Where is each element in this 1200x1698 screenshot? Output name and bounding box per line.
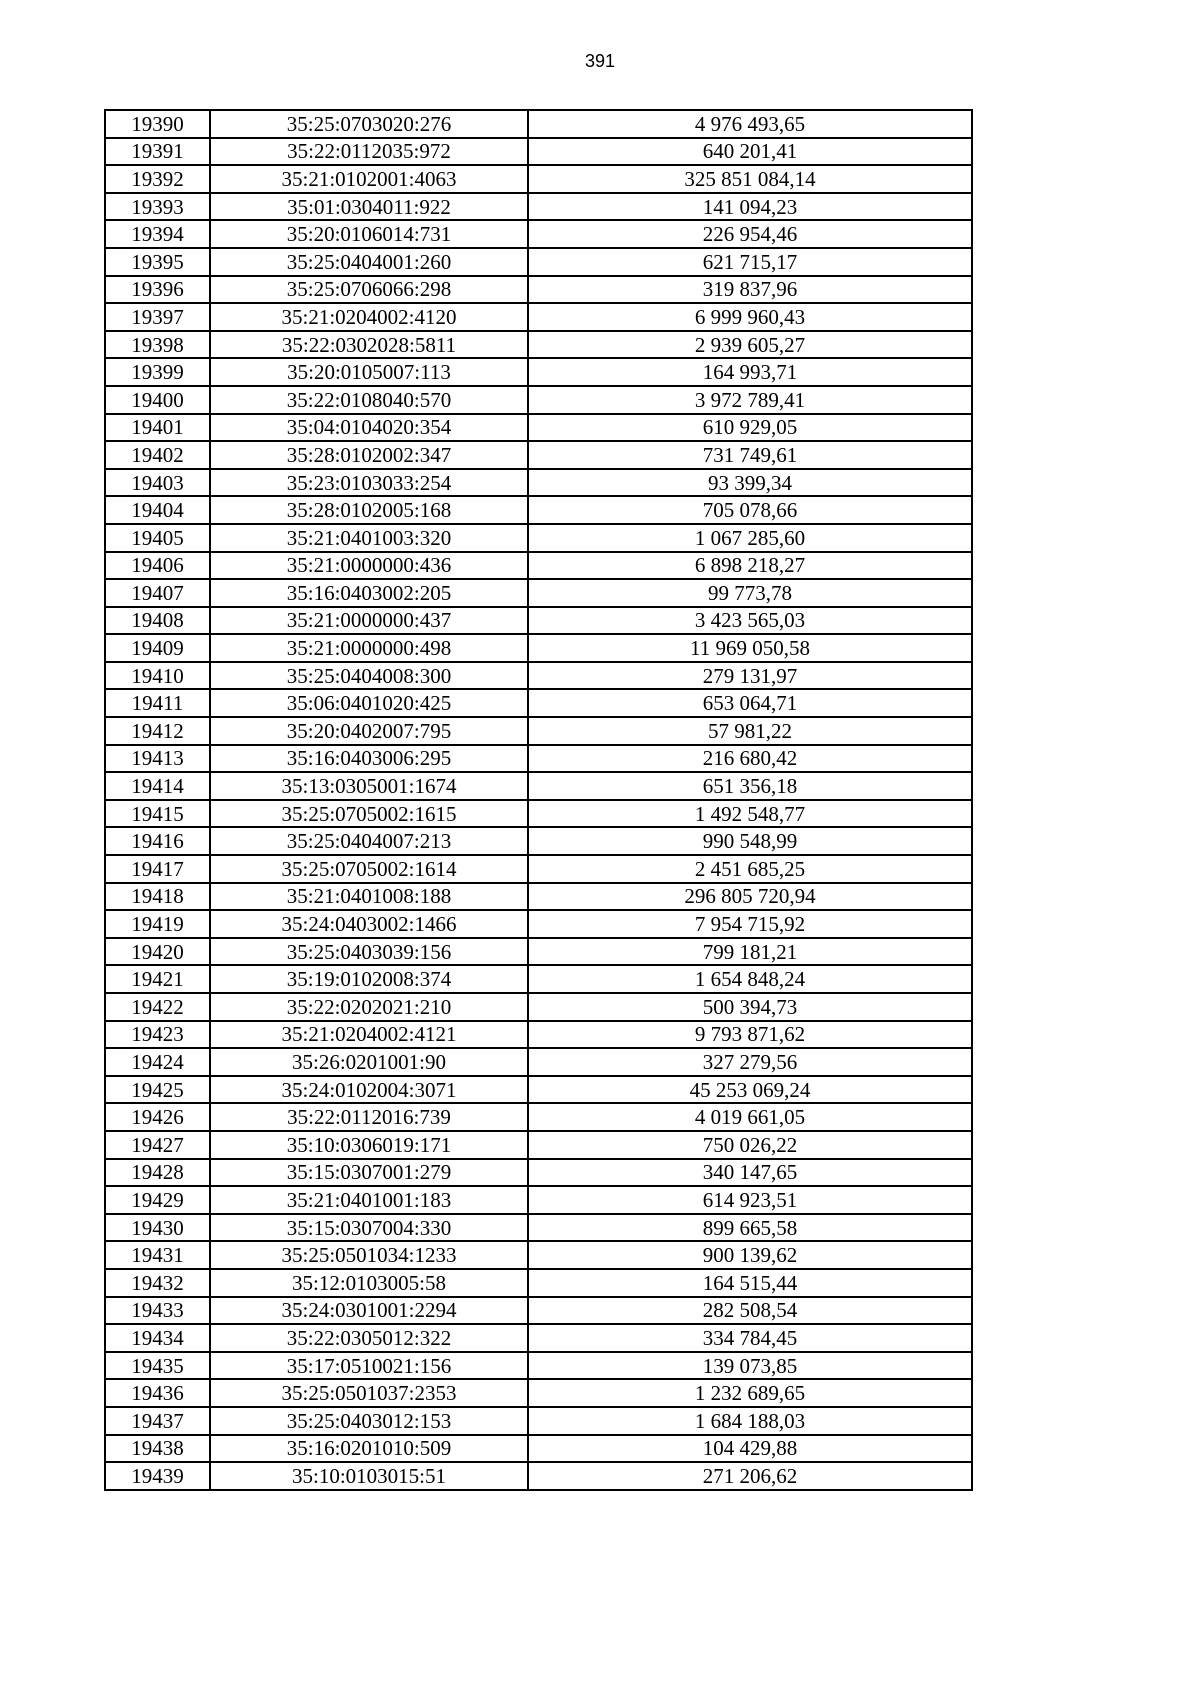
table-row	[105, 193, 972, 221]
table-row	[105, 855, 972, 883]
row-number-cell: 19437	[105, 1407, 210, 1435]
value-cell: 731 749,61	[528, 441, 972, 469]
value-cell: 1 654 848,24	[528, 965, 972, 993]
value-cell: 325 851 084,14	[528, 165, 972, 193]
row-number-cell: 19393	[105, 193, 210, 221]
cadastral-number-cell: 35:10:0306019:171	[210, 1131, 528, 1159]
table-row	[105, 883, 972, 911]
row-number-cell: 19404	[105, 496, 210, 524]
cadastral-number-cell: 35:25:0501037:2353	[210, 1379, 528, 1407]
value-cell: 141 094,23	[528, 193, 972, 221]
table-row	[105, 634, 972, 662]
row-number-cell: 19421	[105, 965, 210, 993]
table-row	[105, 165, 972, 193]
cadastral-number-cell: 35:20:0106014:731	[210, 220, 528, 248]
row-number-cell: 19406	[105, 552, 210, 580]
cadastral-number-cell: 35:22:0305012:322	[210, 1324, 528, 1352]
cadastral-number-cell: 35:12:0103005:58	[210, 1269, 528, 1297]
cadastral-number-cell: 35:25:0705002:1614	[210, 855, 528, 883]
value-cell: 500 394,73	[528, 993, 972, 1021]
table-row	[105, 414, 972, 442]
row-number-cell: 19410	[105, 662, 210, 690]
row-number-cell: 19431	[105, 1241, 210, 1269]
value-cell: 9 793 871,62	[528, 1021, 972, 1049]
table-row	[105, 772, 972, 800]
table-row	[105, 827, 972, 855]
row-number-cell: 19433	[105, 1297, 210, 1325]
table-row	[105, 1076, 972, 1104]
row-number-cell: 19426	[105, 1103, 210, 1131]
row-number-cell: 19401	[105, 414, 210, 442]
table-row	[105, 1462, 972, 1490]
value-cell: 279 131,97	[528, 662, 972, 690]
row-number-cell: 19395	[105, 248, 210, 276]
cadastral-number-cell: 35:21:0401001:183	[210, 1186, 528, 1214]
row-number-cell: 19432	[105, 1269, 210, 1297]
table-row	[105, 441, 972, 469]
cadastral-number-cell: 35:21:0102001:4063	[210, 165, 528, 193]
value-cell: 4 976 493,65	[528, 110, 972, 138]
row-number-cell: 19397	[105, 303, 210, 331]
cadastral-number-cell: 35:20:0105007:113	[210, 358, 528, 386]
cadastral-number-cell: 35:28:0102002:347	[210, 441, 528, 469]
value-cell: 1 067 285,60	[528, 524, 972, 552]
value-cell: 271 206,62	[528, 1462, 972, 1490]
cadastral-number-cell: 35:16:0403006:295	[210, 745, 528, 773]
table-row	[105, 1324, 972, 1352]
table-row	[105, 1269, 972, 1297]
value-cell: 3 423 565,03	[528, 607, 972, 635]
table-row	[105, 1297, 972, 1325]
cadastral-number-cell: 35:25:0403039:156	[210, 938, 528, 966]
value-cell: 319 837,96	[528, 276, 972, 304]
value-cell: 1 232 689,65	[528, 1379, 972, 1407]
cadastral-number-cell: 35:28:0102005:168	[210, 496, 528, 524]
row-number-cell: 19427	[105, 1131, 210, 1159]
cadastral-number-cell: 35:10:0103015:51	[210, 1462, 528, 1490]
value-cell: 621 715,17	[528, 248, 972, 276]
value-cell: 99 773,78	[528, 579, 972, 607]
value-cell: 750 026,22	[528, 1131, 972, 1159]
row-number-cell: 19419	[105, 910, 210, 938]
row-number-cell: 19436	[105, 1379, 210, 1407]
value-cell: 6 999 960,43	[528, 303, 972, 331]
cadastral-number-cell: 35:22:0112035:972	[210, 138, 528, 166]
table-row	[105, 800, 972, 828]
row-number-cell: 19403	[105, 469, 210, 497]
cadastral-number-cell: 35:20:0402007:795	[210, 717, 528, 745]
table-row	[105, 1214, 972, 1242]
cadastral-number-cell: 35:26:0201001:90	[210, 1048, 528, 1076]
cadastral-number-cell: 35:21:0401008:188	[210, 883, 528, 911]
table-row	[105, 662, 972, 690]
table-row	[105, 965, 972, 993]
table-row	[105, 993, 972, 1021]
value-cell: 296 805 720,94	[528, 883, 972, 911]
value-cell: 640 201,41	[528, 138, 972, 166]
table-row	[105, 1186, 972, 1214]
row-number-cell: 19412	[105, 717, 210, 745]
row-number-cell: 19402	[105, 441, 210, 469]
value-cell: 164 993,71	[528, 358, 972, 386]
value-cell: 651 356,18	[528, 772, 972, 800]
cadastral-number-cell: 35:22:0302028:5811	[210, 331, 528, 359]
table-row	[105, 331, 972, 359]
table-row	[105, 220, 972, 248]
cadastral-number-cell: 35:22:0112016:739	[210, 1103, 528, 1131]
cadastral-value-table	[104, 109, 973, 1491]
cadastral-number-cell: 35:21:0401003:320	[210, 524, 528, 552]
value-cell: 340 147,65	[528, 1159, 972, 1187]
value-cell: 93 399,34	[528, 469, 972, 497]
row-number-cell: 19399	[105, 358, 210, 386]
cadastral-number-cell: 35:17:0510021:156	[210, 1352, 528, 1380]
row-number-cell: 19430	[105, 1214, 210, 1242]
row-number-cell: 19414	[105, 772, 210, 800]
cadastral-number-cell: 35:01:0304011:922	[210, 193, 528, 221]
cadastral-number-cell: 35:19:0102008:374	[210, 965, 528, 993]
row-number-cell: 19429	[105, 1186, 210, 1214]
value-cell: 11 969 050,58	[528, 634, 972, 662]
value-cell: 705 078,66	[528, 496, 972, 524]
cadastral-number-cell: 35:21:0000000:436	[210, 552, 528, 580]
row-number-cell: 19434	[105, 1324, 210, 1352]
table-row	[105, 1435, 972, 1463]
table-row	[105, 1048, 972, 1076]
cadastral-number-cell: 35:24:0102004:3071	[210, 1076, 528, 1104]
cadastral-number-cell: 35:15:0307004:330	[210, 1214, 528, 1242]
value-cell: 226 954,46	[528, 220, 972, 248]
row-number-cell: 19416	[105, 827, 210, 855]
value-cell: 164 515,44	[528, 1269, 972, 1297]
cadastral-number-cell: 35:23:0103033:254	[210, 469, 528, 497]
row-number-cell: 19439	[105, 1462, 210, 1490]
table-row	[105, 1021, 972, 1049]
cadastral-number-cell: 35:24:0301001:2294	[210, 1297, 528, 1325]
value-cell: 7 954 715,92	[528, 910, 972, 938]
row-number-cell: 19428	[105, 1159, 210, 1187]
page-number: 391	[584, 51, 616, 71]
row-number-cell: 19408	[105, 607, 210, 635]
cadastral-number-cell: 35:21:0000000:498	[210, 634, 528, 662]
row-number-cell: 19394	[105, 220, 210, 248]
value-cell: 45 253 069,24	[528, 1076, 972, 1104]
table-row	[105, 1159, 972, 1187]
row-number-cell: 19435	[105, 1352, 210, 1380]
row-number-cell: 19390	[105, 110, 210, 138]
value-cell: 334 784,45	[528, 1324, 972, 1352]
table-row	[105, 524, 972, 552]
cadastral-number-cell: 35:25:0501034:1233	[210, 1241, 528, 1269]
table-row	[105, 138, 972, 166]
cadastral-number-cell: 35:06:0401020:425	[210, 689, 528, 717]
row-number-cell: 19438	[105, 1435, 210, 1463]
cadastral-number-cell: 35:21:0204002:4120	[210, 303, 528, 331]
row-number-cell: 19413	[105, 745, 210, 773]
row-number-cell: 19424	[105, 1048, 210, 1076]
cadastral-number-cell: 35:15:0307001:279	[210, 1159, 528, 1187]
row-number-cell: 19418	[105, 883, 210, 911]
row-number-cell: 19417	[105, 855, 210, 883]
row-number-cell: 19415	[105, 800, 210, 828]
table-row	[105, 910, 972, 938]
table-row	[105, 358, 972, 386]
value-cell: 1 492 548,77	[528, 800, 972, 828]
row-number-cell: 19398	[105, 331, 210, 359]
row-number-cell: 19400	[105, 386, 210, 414]
row-number-cell: 19392	[105, 165, 210, 193]
row-number-cell: 19420	[105, 938, 210, 966]
cadastral-number-cell: 35:25:0404001:260	[210, 248, 528, 276]
row-number-cell: 19405	[105, 524, 210, 552]
cadastral-number-cell: 35:25:0404008:300	[210, 662, 528, 690]
cadastral-number-cell: 35:25:0705002:1615	[210, 800, 528, 828]
cadastral-number-cell: 35:13:0305001:1674	[210, 772, 528, 800]
value-cell: 57 981,22	[528, 717, 972, 745]
row-number-cell: 19425	[105, 1076, 210, 1104]
value-cell: 900 139,62	[528, 1241, 972, 1269]
table-row	[105, 1352, 972, 1380]
table-row	[105, 386, 972, 414]
value-cell: 653 064,71	[528, 689, 972, 717]
value-cell: 139 073,85	[528, 1352, 972, 1380]
row-number-cell: 19423	[105, 1021, 210, 1049]
table-row	[105, 745, 972, 773]
value-cell: 614 923,51	[528, 1186, 972, 1214]
cadastral-number-cell: 35:25:0703020:276	[210, 110, 528, 138]
value-cell: 610 929,05	[528, 414, 972, 442]
table-row	[105, 248, 972, 276]
cadastral-number-cell: 35:24:0403002:1466	[210, 910, 528, 938]
cadastral-number-cell: 35:21:0000000:437	[210, 607, 528, 635]
table-row	[105, 1379, 972, 1407]
table-row	[105, 110, 972, 138]
cadastral-number-cell: 35:25:0404007:213	[210, 827, 528, 855]
cadastral-number-cell: 35:21:0204002:4121	[210, 1021, 528, 1049]
value-cell: 104 429,88	[528, 1435, 972, 1463]
value-cell: 990 548,99	[528, 827, 972, 855]
table-row	[105, 276, 972, 304]
row-number-cell: 19407	[105, 579, 210, 607]
row-number-cell: 19396	[105, 276, 210, 304]
value-cell: 216 680,42	[528, 745, 972, 773]
value-cell: 1 684 188,03	[528, 1407, 972, 1435]
table-row	[105, 469, 972, 497]
cadastral-number-cell: 35:25:0403012:153	[210, 1407, 528, 1435]
table-row	[105, 303, 972, 331]
table-row	[105, 1103, 972, 1131]
value-cell: 899 665,58	[528, 1214, 972, 1242]
table-row	[105, 1407, 972, 1435]
table-row	[105, 496, 972, 524]
value-cell: 2 451 685,25	[528, 855, 972, 883]
value-cell: 799 181,21	[528, 938, 972, 966]
table-row	[105, 552, 972, 580]
value-cell: 2 939 605,27	[528, 331, 972, 359]
table-row	[105, 717, 972, 745]
cadastral-number-cell: 35:16:0403002:205	[210, 579, 528, 607]
cadastral-number-cell: 35:16:0201010:509	[210, 1435, 528, 1463]
table-row	[105, 579, 972, 607]
value-cell: 327 279,56	[528, 1048, 972, 1076]
cadastral-number-cell: 35:04:0104020:354	[210, 414, 528, 442]
value-cell: 3 972 789,41	[528, 386, 972, 414]
table-row	[105, 689, 972, 717]
table-body	[105, 110, 972, 1490]
table-row	[105, 607, 972, 635]
table-row	[105, 1241, 972, 1269]
cadastral-number-cell: 35:22:0202021:210	[210, 993, 528, 1021]
value-cell: 4 019 661,05	[528, 1103, 972, 1131]
row-number-cell: 19422	[105, 993, 210, 1021]
table-row	[105, 938, 972, 966]
value-cell: 282 508,54	[528, 1297, 972, 1325]
value-cell: 6 898 218,27	[528, 552, 972, 580]
cadastral-number-cell: 35:25:0706066:298	[210, 276, 528, 304]
table-row	[105, 1131, 972, 1159]
row-number-cell: 19409	[105, 634, 210, 662]
row-number-cell: 19411	[105, 689, 210, 717]
row-number-cell: 19391	[105, 138, 210, 166]
cadastral-number-cell: 35:22:0108040:570	[210, 386, 528, 414]
